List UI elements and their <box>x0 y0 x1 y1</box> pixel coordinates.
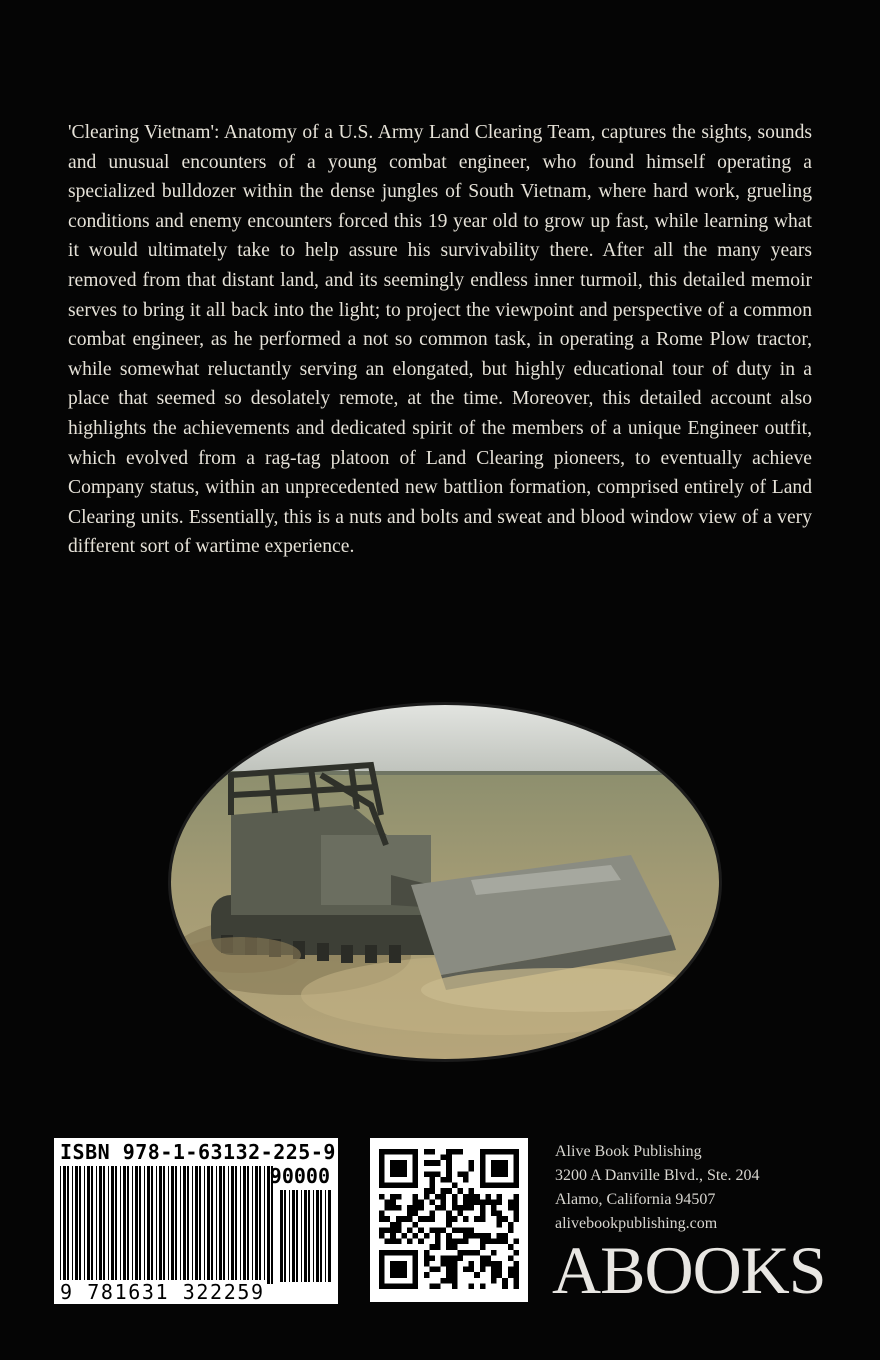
publisher-info <box>555 1140 759 1236</box>
abooks-logo <box>552 1232 842 1308</box>
price-code: 90000 <box>269 1164 330 1188</box>
logo-text: ABOOKS <box>552 1232 826 1308</box>
price-barcode-bars <box>280 1190 332 1282</box>
back-cover-blurb: 'Clearing Vietnam': Anatomy of a U.S. Army Land Clearing Team, captures the sights, sounds and unusual encounters of a young combat engineer, who found himself operating a specialized bulldozer within the dense jungles of South Vietnam, where hard work, grueling conditions and enemy encounters forced this 19 year old to grow up fast, while learning what it would ultimately take to help assure his survivability there. After all the many years removed from that distant land, and its seemingly endless inner turmoil, this detailed memoir serves to bring it all back into the light; to project the viewpoint and perspective of a common combat engineer, as he performed a not so common task, in operating a Rome Plow tractor, while somewhat reluctantly serving an elongated, but highly educational tour of duty in a place that seemed so desolately remote, at the time. Moreover, this detailed account also highlights the achievements and dedicated spirit of the members of a unique Engineer outfit, which evolved from a rag-tag platoon of Land Clearing pioneers, to eventually achieve Company status, within an unprecedented new battlion formation, comprised entirely of Land Clearing units. Essentially, this is a nuts and bolts and sweat and blood window view of a very different sort of wartime experience. <box>68 122 812 558</box>
qr-code-icon <box>379 1149 519 1289</box>
publisher-address-line2: Alamo, California 94507 <box>555 1191 716 1208</box>
publisher-website[interactable]: alivebookpublishing.com <box>555 1215 718 1232</box>
ean-digits: 9 781631 322259 <box>60 1280 265 1304</box>
publisher-name: Alive Book Publishing <box>555 1143 702 1160</box>
isbn-label: ISBN 978-1-63132-225-9 <box>60 1140 336 1164</box>
bulldozer-photo <box>168 702 722 1062</box>
ean-barcode-bars <box>60 1166 276 1284</box>
publisher-address-line1: 3200 A Danville Blvd., Ste. 204 <box>555 1167 760 1184</box>
qr-code <box>370 1138 528 1302</box>
isbn-barcode <box>54 1138 338 1304</box>
